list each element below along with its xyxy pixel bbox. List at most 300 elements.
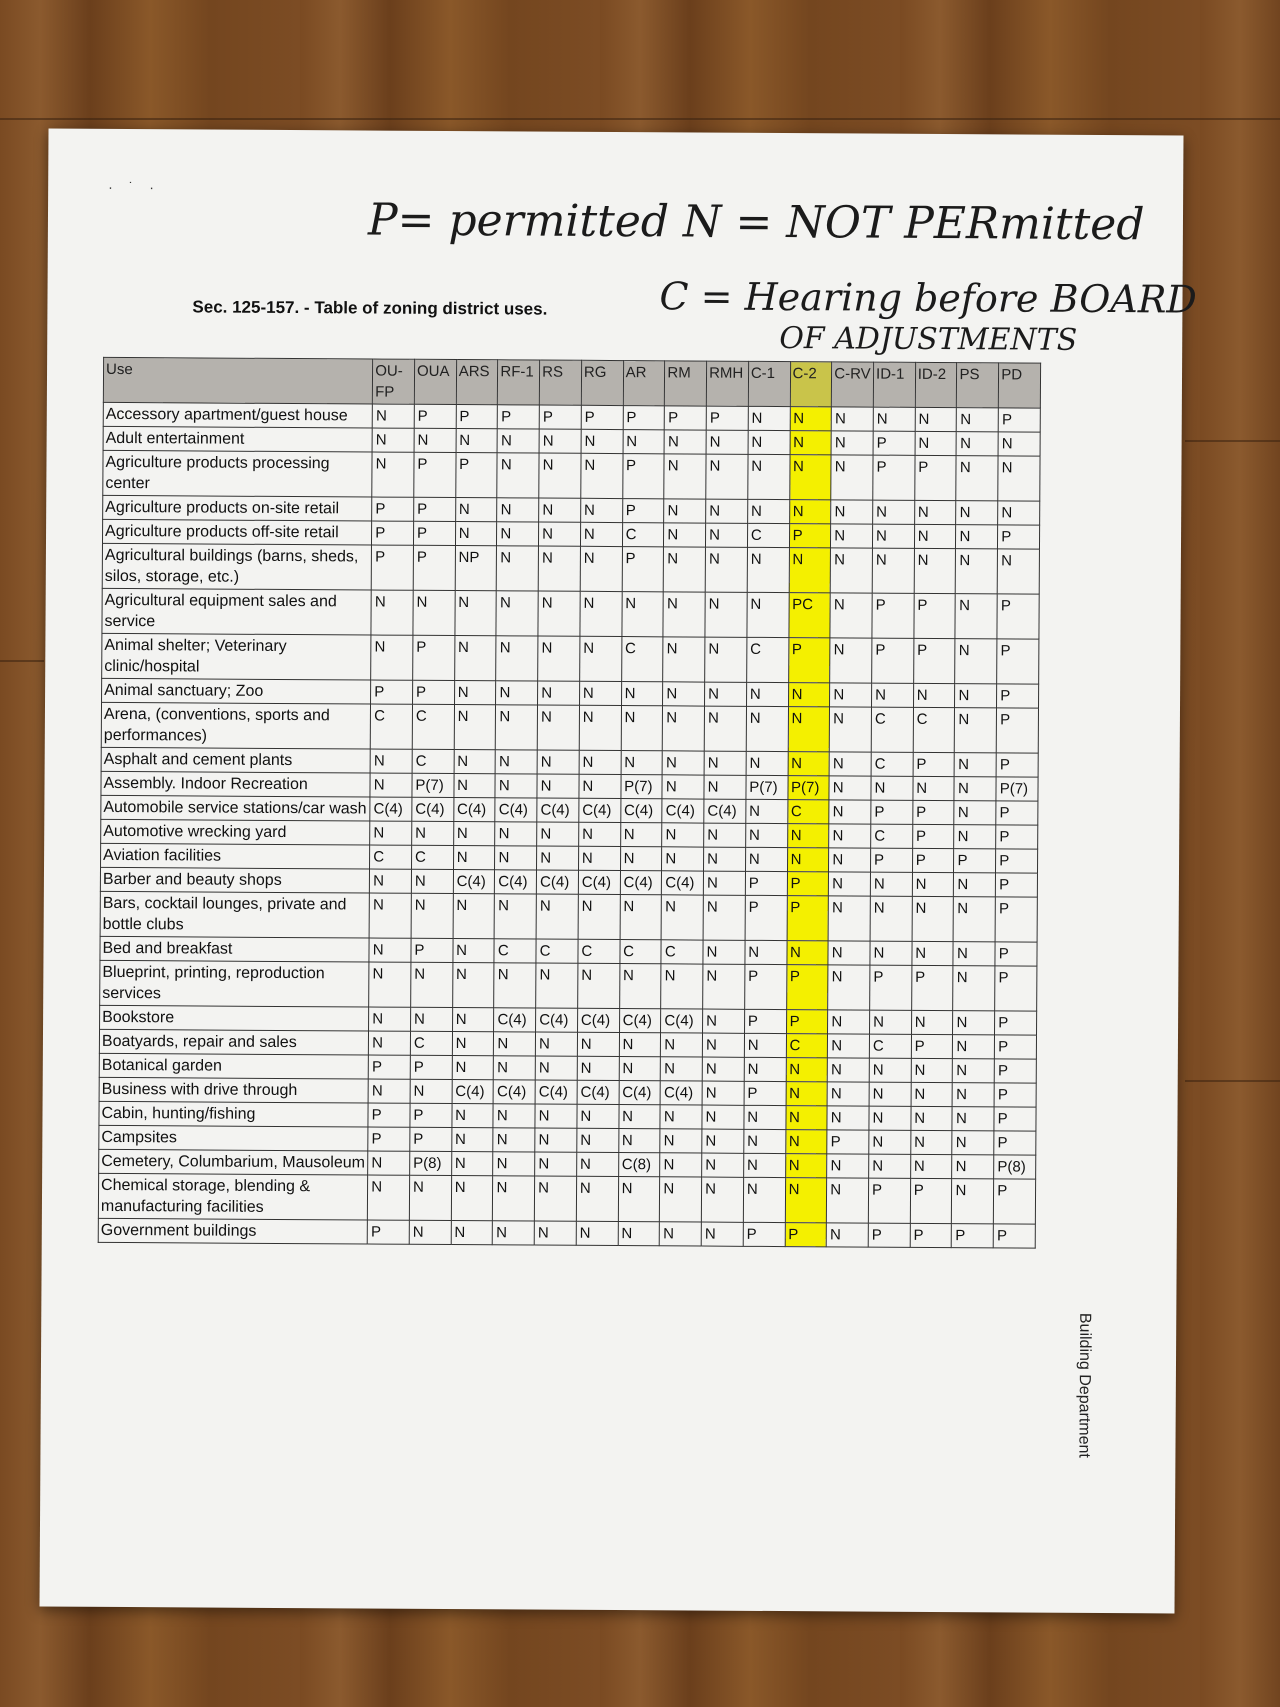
- district-value-cell: N: [829, 824, 871, 848]
- district-value-cell: P: [665, 406, 707, 430]
- district-value-cell: P: [914, 593, 956, 638]
- use-name-cell: Adult entertainment: [103, 426, 372, 452]
- district-value-cell: C(4): [619, 1081, 661, 1105]
- district-value-cell: P: [581, 405, 623, 429]
- district-value-cell: N: [702, 1057, 744, 1081]
- district-value-cell: N: [702, 1105, 744, 1129]
- district-value-cell: N: [953, 1059, 995, 1083]
- district-value-cell: N: [790, 407, 832, 431]
- district-value-cell: P: [413, 521, 455, 545]
- district-value-cell: P: [954, 849, 996, 873]
- district-value-cell: N: [957, 408, 999, 432]
- district-value-cell: N: [493, 1128, 535, 1152]
- district-value-cell: N: [662, 823, 704, 847]
- district-value-cell: P: [994, 1059, 1036, 1083]
- district-value-cell: N: [368, 1175, 410, 1220]
- district-value-cell: N: [369, 1007, 411, 1031]
- district-value-cell: N: [495, 750, 537, 774]
- district-value-cell: P(8): [410, 1151, 452, 1175]
- column-header: C-RV: [832, 362, 874, 407]
- district-value-cell: N: [953, 1083, 995, 1107]
- district-value-cell: N: [409, 1175, 451, 1220]
- district-value-cell: N: [872, 548, 914, 593]
- district-value-cell: P: [995, 942, 1037, 966]
- district-value-cell: P: [622, 547, 664, 592]
- district-value-cell: P: [743, 1222, 785, 1246]
- district-value-cell: N: [911, 1106, 953, 1130]
- district-value-cell: N: [534, 1221, 576, 1245]
- use-name-cell: Blueprint, printing, reproduction services: [100, 960, 369, 1007]
- use-name-cell: Government buildings: [98, 1218, 367, 1244]
- district-value-cell: N: [580, 522, 622, 546]
- district-value-cell: N: [369, 938, 411, 962]
- district-value-cell: N: [827, 1106, 869, 1130]
- district-value-cell: P(8): [994, 1155, 1036, 1179]
- use-name-cell: Botanical garden: [99, 1053, 368, 1079]
- table-row: [102, 588, 1039, 639]
- use-name-cell: Automotive wrecking yard: [101, 819, 370, 845]
- district-value-cell: N: [955, 684, 997, 708]
- district-value-cell: P: [706, 406, 748, 430]
- district-value-cell: P: [787, 872, 829, 896]
- district-value-cell: P: [996, 753, 1038, 777]
- district-value-cell: N: [623, 430, 665, 454]
- district-value-cell: N: [746, 799, 788, 823]
- use-name-cell: Assembly. Indoor Recreation: [101, 771, 370, 797]
- district-value-cell: N: [620, 847, 662, 871]
- district-value-cell: P: [998, 525, 1040, 549]
- district-value-cell: N: [748, 406, 790, 430]
- district-value-cell: N: [953, 1011, 995, 1035]
- district-value-cell: N: [787, 824, 829, 848]
- district-value-cell: N: [621, 682, 663, 706]
- use-name-cell: Agricultural buildings (barns, sheds, silos, storage, etc.): [102, 543, 371, 590]
- district-value-cell: N: [496, 681, 538, 705]
- district-value-cell: P: [994, 1083, 1036, 1107]
- use-name-cell: Bookstore: [100, 1005, 369, 1031]
- district-value-cell: P: [789, 524, 831, 548]
- district-value-cell: N: [539, 453, 581, 498]
- district-value-cell: N: [872, 524, 914, 548]
- district-value-cell: N: [827, 1154, 869, 1178]
- district-value-cell: N: [370, 773, 412, 797]
- district-value-cell: P: [873, 455, 915, 500]
- district-value-cell: P: [997, 639, 1039, 684]
- district-value-cell: C: [746, 637, 788, 682]
- district-value-cell: N: [579, 681, 621, 705]
- district-value-cell: N: [664, 454, 706, 499]
- district-value-cell: N: [870, 941, 912, 965]
- district-value-cell: N: [536, 963, 578, 1008]
- district-value-cell: N: [788, 752, 830, 776]
- district-value-cell: N: [744, 1129, 786, 1153]
- district-value-cell: P: [786, 1010, 828, 1034]
- district-value-cell: N: [871, 776, 913, 800]
- district-value-cell: N: [371, 590, 413, 635]
- district-value-cell: C(4): [620, 799, 662, 823]
- district-value-cell: P: [787, 896, 829, 941]
- district-value-cell: N: [914, 524, 956, 548]
- district-value-cell: N: [453, 846, 495, 870]
- district-value-cell: P: [456, 405, 498, 429]
- district-value-cell: N: [496, 591, 538, 636]
- district-value-cell: P: [827, 1130, 869, 1154]
- district-value-cell: P: [414, 452, 456, 497]
- district-value-cell: N: [912, 872, 954, 896]
- handwritten-legend-line-2: C = Hearing before BOARD: [659, 274, 1197, 322]
- district-value-cell: N: [370, 869, 412, 893]
- column-header: C-1: [748, 361, 790, 406]
- use-name-cell: Campsites: [99, 1125, 368, 1151]
- district-value-cell: N: [703, 940, 745, 964]
- district-value-cell: N: [451, 1176, 493, 1221]
- district-value-cell: C(4): [536, 870, 578, 894]
- zoning-uses-table: [98, 357, 1041, 1249]
- district-value-cell: N: [953, 1035, 995, 1059]
- district-value-cell: N: [745, 847, 787, 871]
- district-value-cell: N: [619, 964, 661, 1009]
- district-value-cell: N: [661, 1033, 703, 1057]
- district-value-cell: N: [451, 1221, 493, 1245]
- district-value-cell: N: [618, 1177, 660, 1222]
- district-value-cell: N: [494, 894, 536, 939]
- district-value-cell: P: [410, 1103, 452, 1127]
- district-value-cell: N: [368, 1151, 410, 1175]
- district-value-cell: N: [872, 683, 914, 707]
- district-value-cell: N: [706, 430, 748, 454]
- district-value-cell: C(4): [619, 1009, 661, 1033]
- district-value-cell: N: [956, 549, 998, 594]
- use-name-cell: Accessory apartment/guest house: [103, 402, 372, 428]
- district-value-cell: N: [369, 1031, 411, 1055]
- district-value-cell: N: [910, 1154, 952, 1178]
- district-value-cell: N: [620, 895, 662, 940]
- column-header: PD: [999, 363, 1041, 408]
- district-value-cell: N: [412, 821, 454, 845]
- district-value-cell: C: [411, 845, 453, 869]
- district-value-cell: N: [827, 1082, 869, 1106]
- district-value-cell: C: [871, 824, 913, 848]
- district-value-cell: N: [369, 962, 411, 1007]
- district-value-cell: N: [494, 1032, 536, 1056]
- district-value-cell: N: [827, 1058, 869, 1082]
- district-value-cell: N: [453, 894, 495, 939]
- district-value-cell: P: [996, 708, 1038, 753]
- district-value-cell: N: [869, 1082, 911, 1106]
- use-name-cell: Cabin, hunting/fishing: [99, 1101, 368, 1127]
- district-value-cell: P(7): [996, 777, 1038, 801]
- table-row: [98, 1173, 1035, 1224]
- district-value-cell: P: [912, 848, 954, 872]
- district-value-cell: C: [578, 939, 620, 963]
- district-value-cell: C(4): [370, 797, 412, 821]
- district-value-cell: N: [494, 963, 536, 1008]
- district-value-cell: N: [368, 1079, 410, 1103]
- district-value-cell: N: [912, 896, 954, 941]
- district-value-cell: P: [413, 635, 455, 680]
- column-header: OUA: [414, 359, 456, 404]
- district-value-cell: N: [537, 774, 579, 798]
- district-value-cell: C: [871, 707, 913, 752]
- district-value-cell: N: [954, 897, 996, 942]
- district-value-cell: P: [744, 1009, 786, 1033]
- district-value-cell: C: [370, 845, 412, 869]
- district-value-cell: P: [410, 1127, 452, 1151]
- district-value-cell: N: [703, 871, 745, 895]
- district-value-cell: C(4): [494, 1008, 536, 1032]
- district-value-cell: N: [661, 1057, 703, 1081]
- district-value-cell: N: [452, 1056, 494, 1080]
- district-value-cell: P: [414, 497, 456, 521]
- column-header: AR: [623, 361, 665, 406]
- district-value-cell: N: [789, 500, 831, 524]
- district-value-cell: P: [995, 897, 1037, 942]
- district-value-cell: N: [704, 823, 746, 847]
- use-name-cell: Agriculture products off-site retail: [102, 519, 371, 545]
- district-value-cell: P: [367, 1220, 409, 1244]
- district-value-cell: N: [786, 941, 828, 965]
- district-value-cell: N: [618, 1129, 660, 1153]
- district-value-cell: N: [957, 432, 999, 456]
- district-value-cell: N: [664, 499, 706, 523]
- district-value-cell: N: [411, 962, 453, 1007]
- district-value-cell: C: [786, 1034, 828, 1058]
- district-value-cell: C: [871, 752, 913, 776]
- district-value-cell: N: [621, 706, 663, 751]
- district-value-cell: P(7): [621, 775, 663, 799]
- district-value-cell: N: [746, 751, 788, 775]
- handwritten-legend-line-3: OF ADJUSTMENTS: [779, 321, 1078, 358]
- district-value-cell: P: [744, 964, 786, 1009]
- district-value-cell: N: [580, 591, 622, 636]
- district-value-cell: P: [414, 404, 456, 428]
- district-value-cell: C: [661, 940, 703, 964]
- district-value-cell: N: [537, 846, 579, 870]
- district-value-cell: P: [785, 1223, 827, 1247]
- use-name-cell: Bed and breakfast: [100, 936, 369, 962]
- district-value-cell: N: [455, 498, 497, 522]
- column-header: RMH: [706, 361, 748, 406]
- district-value-cell: N: [535, 1152, 577, 1176]
- district-value-cell: N: [704, 847, 746, 871]
- district-value-cell: P: [413, 545, 455, 590]
- district-value-cell: N: [369, 893, 411, 938]
- district-value-cell: PC: [788, 593, 830, 638]
- district-value-cell: N: [952, 1155, 994, 1179]
- district-value-cell: C(4): [535, 1080, 577, 1104]
- district-value-cell: N: [702, 1033, 744, 1057]
- district-value-cell: N: [454, 750, 496, 774]
- district-value-cell: N: [831, 455, 873, 500]
- district-value-cell: C(4): [661, 1009, 703, 1033]
- wood-seam: [0, 118, 1280, 120]
- district-value-cell: N: [580, 636, 622, 681]
- district-value-cell: N: [747, 499, 789, 523]
- district-value-cell: P: [539, 405, 581, 429]
- district-value-cell: N: [455, 522, 497, 546]
- district-value-cell: N: [539, 429, 581, 453]
- district-value-cell: P: [995, 1011, 1037, 1035]
- district-value-cell: N: [410, 1007, 452, 1031]
- district-value-cell: N: [537, 705, 579, 750]
- district-value-cell: C(4): [412, 797, 454, 821]
- district-value-cell: C(4): [662, 871, 704, 895]
- district-value-cell: N: [454, 774, 496, 798]
- district-value-cell: N: [414, 428, 456, 452]
- district-value-cell: C: [913, 707, 955, 752]
- district-value-cell: N: [829, 872, 871, 896]
- district-value-cell: N: [661, 964, 703, 1009]
- table-row: [102, 633, 1039, 684]
- district-value-cell: P: [744, 1081, 786, 1105]
- district-value-cell: N: [662, 751, 704, 775]
- district-value-cell: N: [455, 591, 497, 636]
- district-value-cell: C(4): [577, 1080, 619, 1104]
- district-value-cell: C: [620, 940, 662, 964]
- district-value-cell: N: [660, 1129, 702, 1153]
- district-value-cell: N: [663, 592, 705, 637]
- district-value-cell: N: [411, 893, 453, 938]
- district-value-cell: P: [996, 873, 1038, 897]
- district-value-cell: C: [412, 704, 454, 749]
- district-value-cell: N: [497, 498, 539, 522]
- district-value-cell: N: [577, 1104, 619, 1128]
- district-value-cell: N: [493, 1176, 535, 1221]
- district-value-cell: P: [368, 1055, 410, 1079]
- district-value-cell: N: [869, 1130, 911, 1154]
- district-value-cell: P: [871, 848, 913, 872]
- district-value-cell: P: [371, 680, 413, 704]
- wood-seam: [1185, 1080, 1280, 1082]
- district-value-cell: N: [788, 707, 830, 752]
- column-header: RG: [581, 360, 623, 405]
- district-value-cell: N: [578, 894, 620, 939]
- district-value-cell: N: [953, 942, 995, 966]
- district-value-cell: N: [660, 1105, 702, 1129]
- district-value-cell: N: [826, 1223, 868, 1247]
- district-value-cell: N: [954, 825, 996, 849]
- district-value-cell: N: [495, 846, 537, 870]
- district-value-cell: N: [579, 750, 621, 774]
- district-value-cell: N: [702, 1081, 744, 1105]
- district-value-cell: N: [493, 1152, 535, 1176]
- district-value-cell: C: [494, 939, 536, 963]
- district-value-cell: N: [579, 822, 621, 846]
- use-name-cell: Animal sanctuary; Zoo: [102, 678, 371, 704]
- district-value-cell: N: [912, 941, 954, 965]
- district-value-cell: N: [664, 430, 706, 454]
- district-value-cell: N: [744, 1105, 786, 1129]
- district-value-cell: P: [868, 1178, 910, 1223]
- district-value-cell: P: [371, 545, 413, 590]
- handwritten-legend-line-1: P= permitted N = NOT PERmitted: [367, 194, 1145, 251]
- district-value-cell: N: [453, 939, 495, 963]
- district-value-cell: N: [497, 522, 539, 546]
- district-value-cell: N: [997, 549, 1039, 594]
- district-value-cell: P: [913, 800, 955, 824]
- district-value-cell: P: [911, 1034, 953, 1058]
- district-value-cell: N: [703, 895, 745, 940]
- district-value-cell: N: [952, 1131, 994, 1155]
- district-value-cell: N: [747, 547, 789, 592]
- district-value-cell: N: [870, 872, 912, 896]
- district-value-cell: C(4): [495, 798, 537, 822]
- district-value-cell: N: [370, 821, 412, 845]
- district-value-cell: N: [372, 404, 414, 428]
- district-value-cell: N: [831, 431, 873, 455]
- pen-specks: · ˙ ·: [108, 178, 160, 196]
- district-value-cell: N: [664, 547, 706, 592]
- district-value-cell: C(4): [536, 1008, 578, 1032]
- district-value-cell: N: [954, 873, 996, 897]
- district-value-cell: NP: [455, 546, 497, 591]
- district-value-cell: N: [661, 895, 703, 940]
- district-value-cell: N: [701, 1222, 743, 1246]
- district-value-cell: P: [872, 593, 914, 638]
- district-value-cell: N: [913, 776, 955, 800]
- district-value-cell: N: [581, 429, 623, 453]
- district-value-cell: N: [578, 846, 620, 870]
- district-value-cell: P: [786, 965, 828, 1010]
- district-value-cell: N: [538, 636, 580, 681]
- district-value-cell: N: [453, 822, 495, 846]
- use-name-cell: Cemetery, Columbarium, Mausoleum: [99, 1149, 368, 1175]
- district-value-cell: P: [994, 1131, 1036, 1155]
- district-value-cell: P: [372, 521, 414, 545]
- district-value-cell: C: [787, 800, 829, 824]
- table-row: [100, 960, 1037, 1011]
- district-value-cell: N: [452, 963, 494, 1008]
- district-value-cell: N: [703, 1009, 745, 1033]
- district-value-cell: N: [705, 592, 747, 637]
- district-value-cell: P: [871, 800, 913, 824]
- district-value-cell: N: [581, 453, 623, 498]
- district-value-cell: N: [495, 774, 537, 798]
- district-value-cell: P: [912, 824, 954, 848]
- district-value-cell: N: [536, 894, 578, 939]
- district-value-cell: N: [372, 428, 414, 452]
- table-header-row: [103, 357, 1040, 408]
- district-value-cell: N: [451, 1128, 493, 1152]
- district-value-cell: P: [872, 638, 914, 683]
- district-value-cell: N: [915, 407, 957, 431]
- district-value-cell: C(8): [618, 1153, 660, 1177]
- use-name-cell: Agricultural equipment sales and service: [102, 588, 371, 635]
- district-value-cell: N: [748, 454, 790, 499]
- district-value-cell: N: [577, 1032, 619, 1056]
- use-name-cell: Agriculture products on-site retail: [103, 495, 372, 521]
- district-value-cell: N: [786, 1082, 828, 1106]
- district-value-cell: N: [829, 776, 871, 800]
- district-value-cell: N: [705, 637, 747, 682]
- district-value-cell: C: [869, 1034, 911, 1058]
- district-value-cell: N: [663, 682, 705, 706]
- district-value-cell: N: [409, 1220, 451, 1244]
- district-value-cell: N: [785, 1130, 827, 1154]
- district-value-cell: P: [870, 965, 912, 1010]
- district-value-cell: N: [913, 683, 955, 707]
- district-value-cell: N: [619, 1057, 661, 1081]
- district-value-cell: N: [786, 1058, 828, 1082]
- district-value-cell: C(4): [578, 870, 620, 894]
- table-row: [98, 1218, 1035, 1248]
- table-row: [100, 891, 1037, 942]
- district-value-cell: N: [497, 429, 539, 453]
- district-value-cell: N: [702, 1129, 744, 1153]
- district-value-cell: N: [998, 432, 1040, 456]
- district-value-cell: P: [868, 1223, 910, 1247]
- district-value-cell: N: [789, 455, 831, 500]
